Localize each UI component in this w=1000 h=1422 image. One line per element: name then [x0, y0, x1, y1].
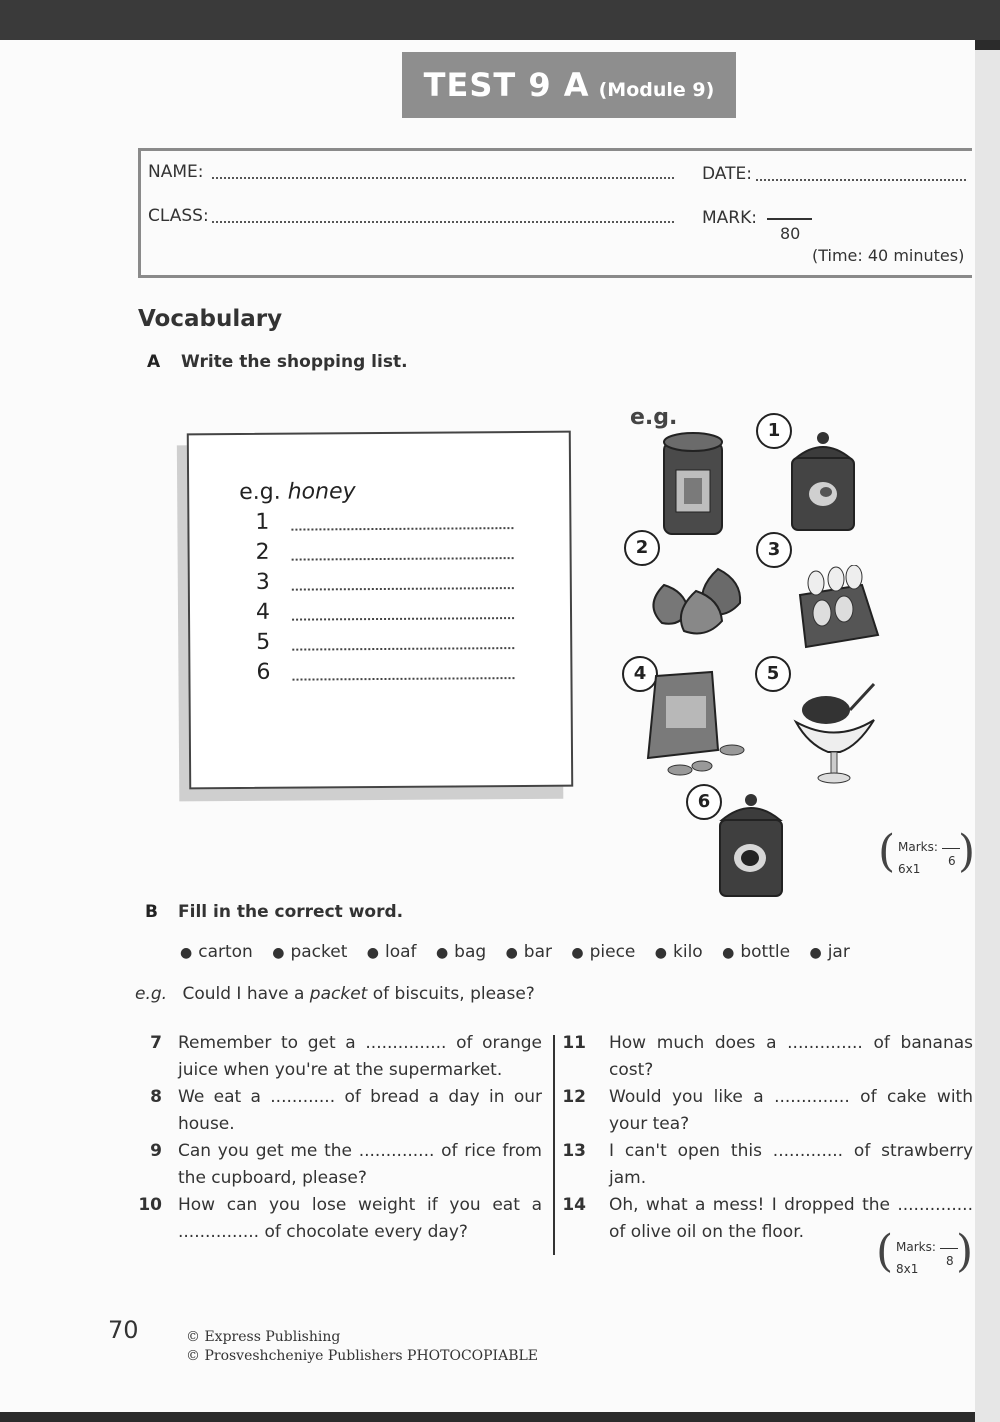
crisps-bag-picture	[632, 666, 750, 776]
question-number: 14	[562, 1195, 586, 1215]
part-b-instruction: Fill in the correct word.	[178, 902, 404, 922]
list-item-number: 4	[255, 599, 271, 625]
list-example-label: e.g.	[239, 479, 281, 505]
picture-example-label: e.g.	[630, 405, 678, 430]
page-number: 70	[108, 1316, 139, 1344]
mark-label: MARK:	[702, 208, 757, 228]
date-label: DATE:	[702, 164, 752, 184]
part-a-letter: A	[147, 352, 161, 372]
example-word: packet	[309, 984, 368, 1004]
picture-number: 3	[756, 532, 792, 568]
part-a-marks-label: Marks:	[898, 840, 938, 854]
marks-bracket-left: (	[878, 826, 896, 877]
word-bank-item: ● bar	[505, 942, 552, 962]
list-answer-line[interactable]	[291, 527, 513, 531]
list-item-number: 6	[256, 659, 271, 685]
section-heading: Vocabulary	[138, 306, 283, 332]
mark-fraction-line	[767, 218, 812, 220]
marks-bracket-left: (	[876, 1226, 894, 1277]
list-answer-line[interactable]	[292, 557, 514, 561]
question-text: How much does a .............. of bananas cost?	[609, 1033, 973, 1080]
picture-number: 2	[624, 530, 660, 566]
jar-picture	[786, 430, 860, 534]
part-b-marks-calc: 8x1	[896, 1262, 919, 1276]
question-number: 13	[562, 1141, 586, 1161]
list-item-number: 3	[255, 569, 270, 595]
word-bank-item: ● loaf	[366, 942, 417, 962]
time-limit: (Time: 40 minutes)	[812, 246, 965, 265]
word-bank-item: ● carton	[180, 942, 253, 962]
picture-number: 1	[756, 413, 792, 449]
part-a-instruction: Write the shopping list.	[181, 352, 408, 372]
list-answer-line[interactable]	[292, 617, 514, 621]
shopping-list-card	[187, 431, 573, 790]
word-bank-item: ● piece	[571, 942, 636, 962]
copyright-prosveshcheniye: © Prosveshcheniye Publishers PHOTOCOPIABLE	[186, 1348, 538, 1364]
list-example-answer: honey	[287, 479, 356, 505]
part-b-marks-total: 8	[946, 1254, 954, 1268]
part-a-marks-calc: 6x1	[898, 862, 921, 876]
list-answer-line[interactable]	[292, 677, 514, 681]
list-item-number: 1	[255, 509, 270, 535]
ice-cream-picture	[792, 680, 882, 784]
question-text: How can you lose weight if you eat a ............... of chocolate every day?	[178, 1195, 542, 1242]
list-item-number: 5	[256, 629, 271, 655]
copyright-express: © Express Publishing	[186, 1329, 341, 1345]
picture-number: 6	[686, 784, 722, 820]
question-number: 12	[562, 1087, 586, 1107]
marks-bracket-right: )	[958, 826, 976, 877]
word-bank-item: ● bottle	[722, 942, 791, 962]
name-label: NAME:	[148, 162, 204, 182]
example-label: e.g.	[135, 984, 168, 1004]
word-bank-item: ● jar	[809, 942, 850, 962]
question-number: 10	[138, 1195, 162, 1215]
word-bank	[180, 942, 864, 962]
question-text: Oh, what a mess! I dropped the .............. of olive oil on the floor.	[609, 1195, 973, 1242]
date-field[interactable]	[756, 177, 966, 181]
part-a-marks-total: 6	[948, 854, 956, 868]
test-title: TEST 9 A	[423, 66, 590, 104]
scanner-top-edge	[0, 0, 1000, 40]
word-bank-item: ● kilo	[654, 942, 703, 962]
part-b-letter: B	[145, 902, 158, 922]
eggs-carton-picture	[792, 565, 882, 651]
list-example	[239, 479, 356, 505]
test-title-box	[402, 52, 736, 118]
honey-tin-picture	[658, 430, 728, 538]
question-number: 9	[150, 1141, 162, 1161]
class-field[interactable]	[212, 219, 674, 223]
question-text: We eat a ............ of bread a day in our house.	[178, 1087, 542, 1134]
part-b-marks-label: Marks:	[896, 1240, 936, 1254]
list-answer-line[interactable]	[292, 647, 514, 651]
page-edge	[975, 50, 1000, 1422]
coffee-tin-picture	[714, 792, 788, 900]
marks-bracket-right: )	[956, 1226, 974, 1277]
list-answer-line[interactable]	[292, 587, 514, 591]
question-number: 8	[150, 1087, 162, 1107]
example-after: of biscuits, please?	[367, 984, 535, 1004]
question-number: 7	[150, 1033, 162, 1053]
class-label: CLASS:	[148, 206, 209, 226]
test-module: (Module 9)	[598, 79, 715, 101]
question-text: Would you like a .............. of cake with your tea?	[609, 1087, 973, 1134]
name-field[interactable]	[212, 175, 674, 179]
picture-number: 4	[622, 656, 658, 692]
word-bank-item: ● bag	[435, 942, 487, 962]
part-b-example	[135, 984, 535, 1004]
word-bank-item: ● packet	[272, 942, 348, 962]
question-text: I can't open this ............. of strawberry jam.	[609, 1141, 973, 1188]
question-number: 11	[562, 1033, 586, 1053]
example-before: Could I have a	[182, 984, 310, 1004]
mark-total: 80	[780, 224, 801, 243]
column-divider	[553, 1035, 555, 1255]
onions-picture	[640, 565, 746, 637]
list-item-number: 2	[255, 539, 270, 565]
picture-number: 5	[755, 656, 791, 692]
question-text: Remember to get a ............... of orange juice when you're at the supermarket.	[178, 1033, 542, 1080]
question-text: Can you get me the .............. of rice from the cupboard, please?	[178, 1141, 542, 1188]
